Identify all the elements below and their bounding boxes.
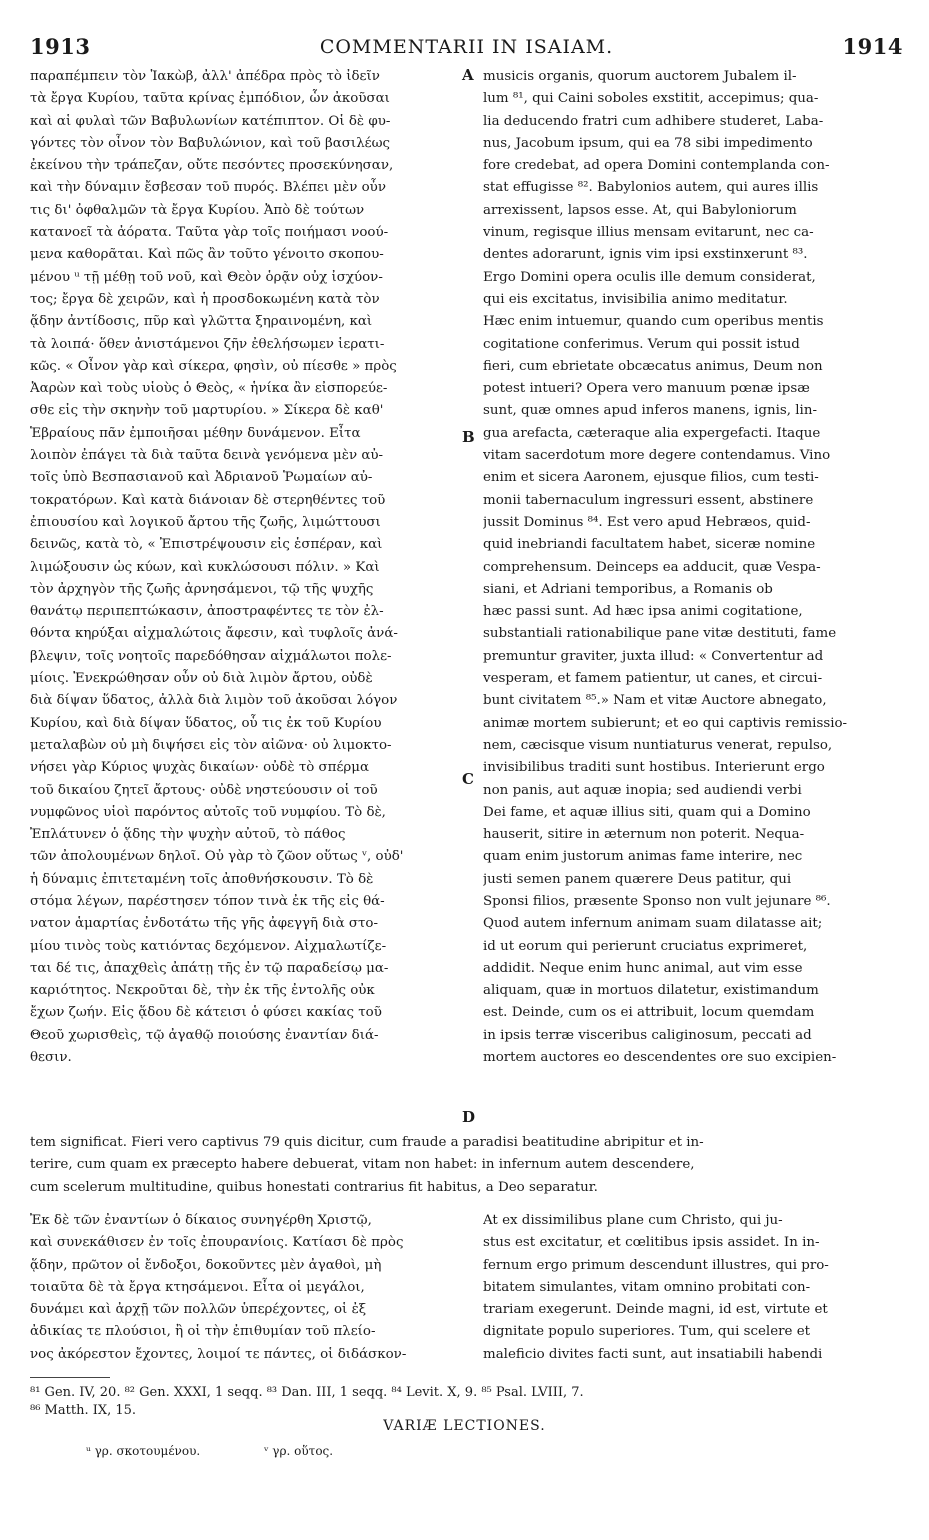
latin-text-line: quam enim justorum animas fame interire, nec (483, 849, 803, 865)
greek-text-line: νήσει γὰρ Κύριος ψυχὰς δικαίων· οὐδὲ τὸ σπέρμα (30, 760, 370, 776)
latin-text-line: fieri, cum ebrietate obcæcatus animus, Deum non (483, 358, 823, 374)
latin-text-line: addidit. Neque enim hunc animal, aut vim esse (483, 960, 803, 976)
variant-reading: ᵛ γρ. οὕτος. (264, 1444, 334, 1458)
section-marker-d: D (462, 1108, 476, 1126)
greek-text-line: διὰ δίψαν ὕδατος, ἀλλὰ διὰ λιμὸν τοῦ ἀκοῦσαι λόγον (30, 693, 398, 709)
latin-text-line: fore credebat, ad opera Domini contemplanda con- (483, 158, 830, 174)
greek-text-line: ἡ δύναμις ἐπιτεταμένη τοῖς ἀποθνήσκουσιν. Τὸ δὲ (30, 871, 374, 887)
greek-text-line: παραπέμπειν τὸν Ἰακὼβ, ἀλλ' ἀπέδρα πρὸς τὸ ἰδεῖν (30, 69, 380, 84)
latin-text-line: bunt civitatem ⁸⁵.» Nam et vitæ Auctore abnegato, (483, 693, 827, 709)
latin-text-line: stat effugisse ⁸². Babylonios autem, qui aures illis (483, 180, 819, 196)
section-marker-a: A (462, 66, 474, 84)
greek-text-line: τοιαῦτα δὲ τὰ ἔργα κτησάμενοι. Εἶτα οἱ μεγάλοι, (30, 1279, 365, 1295)
latin-text-line: stus est excitatur, et cœlitibus ipsis assidet. In in- (483, 1235, 820, 1251)
latin-text-line: invisibilibus traditi sunt hostibus. Interierunt ergo (483, 760, 825, 776)
greek-text-line: δεινῶς, κατὰ τὸ, « Ἐπιστρέψουσιν εἰς ἑσπέραν, καὶ (30, 537, 383, 553)
variant-readings (86, 1444, 393, 1458)
latin-text-line: Quod autem infernum animam suam dilatasse ait; (483, 916, 823, 932)
full-width-text-line: tem significat. Fieri vero captivus 79 quis dicitur, cum fraude a paradisi beatitudine abripitur et in- (30, 1135, 704, 1150)
greek-text-line: θανάτῳ περιπεπτώκασιν, ἀποστραφέντες τε τὸν ἐλ- (30, 604, 384, 620)
latin-text-line: potest intueri? Opera vero manuum pœnæ ipsæ (483, 381, 810, 397)
greek-text-line: Κυρίου, καὶ διὰ δίψαν ὕδατος, οὗ τις ἐκ τοῦ Κυρίου (30, 715, 382, 731)
latin-text-line: hæc passi sunt. Ad hæc ipsa animi cogitatione, (483, 604, 803, 620)
greek-text-line: καριότητος. Νεκροῦται δὲ, τὴν ἐκ τῆς ἐντολῆς οὐκ (30, 983, 375, 999)
greek-text-line: τοῖς ὑπὸ Βεσπασιανοῦ καὶ Ἀδριανοῦ Ῥωμαίων αὐ- (30, 470, 373, 486)
latin-text-line: aliquam, quæ in mortuos dilatetur, existimandum (483, 983, 819, 999)
greek-text-line: ᾅδην, πρῶτον οἱ ἔνδοξοι, δοκοῦντες μὲν ἀγαθοὶ, μὴ (30, 1257, 382, 1273)
latin-text-line: premuntur graviter, juxta illud: « Convertentur ad (483, 648, 824, 664)
latin-text-line: sunt, quæ omnes apud inferos manens, ignis, lin- (483, 403, 817, 419)
latin-text-line: comprehensum. Deinceps ea adducit, quæ Vespa- (483, 559, 821, 575)
greek-text-line: τὸν ἀρχηγὸν τῆς ζωῆς ἀρνησάμενοι, τῷ τῆς ψυχῆς (30, 581, 374, 597)
greek-text-line: μεταλαβὼν οὐ μὴ διψήσει εἰς τὸν αἰῶνα· οὐ λιμοκτο- (30, 737, 392, 753)
latin-text-line: gua arefacta, cæteraque alia expergefacti. Itaque (483, 425, 821, 441)
greek-text-line: βλεψιν, τοῖς νοητοῖς παρεδόθησαν αἰχμάλωτοι πολε- (30, 648, 392, 664)
latin-text-line: vinum, regisque illius mensam evitarunt, nec ca- (483, 225, 814, 241)
latin-text-line: lia deducendo fratri cum adhibere studeret, Laba- (483, 113, 824, 129)
full-width-text-line: cum scelerum multitudine, quibus honestati contrarius fit habitus, a Deo separatur. (30, 1179, 598, 1195)
greek-text-line: τος; ἔργα δὲ χειρῶν, καὶ ἡ προσδοκωμένη κατὰ τὸν (30, 291, 380, 307)
latin-text-line: arrexissent, lapsos esse. At, qui Babyloniorum (483, 202, 797, 218)
greek-text-line: θόντα κηρύξαι αἰχμαλώτοις ἄφεσιν, καὶ τυφλοῖς ἀνά- (30, 626, 398, 642)
latin-text-line: bitatem simulantes, vitam omnino probitati con- (483, 1279, 811, 1295)
greek-text-line: Ἀαρὼν καὶ τοὺς υἱοὺς ὁ Θεὸς, « ἡνίκα ἂν εἰσπορεύε- (30, 381, 388, 397)
latin-text-line: justi semen panem quærere Deus patitur, qui (483, 871, 792, 887)
greek-text-line: τὰ λοιπά· ὅθεν ἀνιστάμενοι ζῆν ἐθελήσωμεν ἱερατι- (30, 336, 385, 352)
greek-text-line: νυμφῶνος υἱοὶ παρόντος αὐτοῖς τοῦ νυμφίου. Τὸ δὲ, (30, 804, 386, 820)
greek-text-line: ἀδικίας τε πλούσιοι, ἢ οἱ τὴν ἐπιθυμίαν τοῦ πλείο- (30, 1324, 376, 1340)
footnotes (30, 1384, 903, 1420)
latin-column-continued (483, 1210, 897, 1366)
latin-text-line: trariam exegerunt. Deinde magni, id est, virtute et (483, 1302, 828, 1318)
greek-text-line: λοιπὸν ἐπάγει τὰ διὰ ταῦτα δεινὰ γενόμενα μὲν αὐ- (30, 448, 384, 464)
greek-text-line: μενα καθορᾶται. Καὶ πῶς ἂν τοῦτο γένοιτο σκοπου- (30, 247, 384, 263)
latin-text-line: Ergo Domini opera oculis ille demum considerat, (483, 269, 816, 285)
latin-text-line: non panis, aut aquæ inopia; sed audiendi verbi (483, 782, 802, 798)
greek-text-line: τῶν ἀπολουμένων δηλοῖ. Οὐ γὰρ τὸ ζῶον οὕτως ᵛ, οὐδ' (30, 849, 404, 865)
greek-text-line: δυνάμει καὶ ἀρχῇ τῶν πολλῶν ὑπερέχοντες, οἱ ἐξ (30, 1302, 367, 1318)
latin-text-line: vitam sacerdotum more degere contendamus. Vino (483, 448, 831, 464)
latin-text-line: vesperam, et famem patientur, ut canes, et circui- (483, 671, 823, 687)
variant-reading: ᵘ γρ. σκοτουμένου. (86, 1444, 201, 1458)
greek-text-line: κατανοεῖ τὰ ἀόρατα. Ταῦτα γὰρ τοῖς ποιήμασι νοού- (30, 225, 389, 241)
greek-text-line: τοῦ δικαίου ζητεῖ ἄρτους· οὐδὲ νηστεύουσιν οἱ τοῦ (30, 782, 378, 798)
latin-text-line: musicis organis, quorum auctorem Jubalem il- (483, 69, 797, 84)
running-title: COMMENTARII IN ISAIAM. (319, 36, 614, 58)
greek-text-line: λιμώξουσιν ὡς κύων, καὶ κυκλώσουσι πόλιν. » Καὶ (30, 559, 380, 575)
greek-text-line: ἐκείνου τὴν τράπεζαν, οὔτε πεσόντες προσεκύνησαν, (30, 158, 394, 174)
greek-column (30, 66, 458, 1069)
latin-text-line: lum ⁸¹, qui Caini soboles exstitit, accepimus; qua- (483, 91, 819, 107)
latin-text-line: animæ mortem subierunt; et eo qui captivis remissio- (483, 715, 848, 731)
section-marker-b: B (462, 428, 475, 446)
greek-text-line: Ἐκ δὲ τῶν ἐναντίων ὁ δίκαιος συνηγέρθη Χριστῷ, (30, 1213, 372, 1228)
greek-text-line: τις δι' ὀφθαλμῶν τὰ ἔργα Κυρίου. Ἀπὸ δὲ τούτων (30, 202, 365, 218)
greek-text-line: τὰ ἔργα Κυρίου, ταῦτα κρίνας ἐμπόδιον, ὧν ἀκοῦσαι (30, 91, 390, 107)
greek-text-line: Ἑβραίους πᾶν ἐμποιῆσαι μέθην δυνάμενον. Εἶτα (30, 425, 361, 441)
greek-text-line: μένου ᵘ τῇ μέθῃ τοῦ νοῦ, καὶ Θεὸν ὁρᾷν οὐχ ἰσχύον- (30, 269, 383, 285)
page-number-left: 1913 (30, 34, 91, 59)
footnote-line: ⁸⁶ Matth. IX, 15. (30, 1403, 137, 1418)
latin-text-line: fernum ergo primum descendunt illustres, qui pro- (483, 1257, 829, 1273)
greek-text-line: στόμα λέγων, παρέστησεν τόπον τινὰ ἐκ τῆς εἰς θά- (30, 893, 385, 909)
latin-text-line: monii tabernaculum ingressuri essent, abstinere (483, 492, 814, 508)
greek-text-line: κῶς. « Οἶνον γὰρ καὶ σίκερα, φησὶν, οὐ πίεσθε » πρὸς (30, 358, 397, 374)
latin-text-line: dentes adorarunt, ignis vim ipsi exstinxerunt ⁸³. (483, 247, 808, 263)
latin-text-line: in ipsis terræ visceribus caliginosum, peccati ad (483, 1027, 812, 1043)
greek-text-line: μίου τινὸς τοὺς κατιόντας δεχόμενον. Αἰχμαλωτίζε- (30, 938, 387, 954)
footnote-line: ⁸¹ Gen. IV, 20. ⁸² Gen. XXXI, 1 seqq. ⁸³ Dan. III, 1 seqq. ⁸⁴ Levit. X, 9. ⁸⁵ Psal. LVIII, 7. (30, 1385, 584, 1400)
latin-text-line: enim et sicera Aaronem, ejusque filios, cum testi- (483, 470, 819, 486)
greek-text-line: καὶ τὴν δύναμιν ἔσβεσαν τοῦ πυρός. Βλέπει μὲν οὖν (30, 180, 386, 196)
greek-text-line: γόντες τὸν οἶνον τὸν Βαβυλώνιον, καὶ τοῦ βασιλέως (30, 135, 391, 151)
greek-text-line: ται δέ τις, ἀπαχθεὶς ἀπάτῃ τῆς ἐν τῷ παραδείσῳ μα- (30, 960, 389, 976)
greek-column-continued (30, 1210, 458, 1366)
latin-text-line: nus, Jacobum ipsum, qui ea 78 sibi impedimento (483, 135, 813, 151)
latin-text-line: hauserit, sitire in æternum non poterit. Nequa- (483, 827, 805, 843)
greek-text-line: καὶ συνεκάθισεν ἐν τοῖς ἐπουρανίοις. Κατίασι δὲ πρὸς (30, 1235, 404, 1251)
greek-text-line: καὶ αἱ φυλαὶ τῶν Βαβυλωνίων κατέπιπτον. Οἱ δὲ φυ- (30, 113, 391, 129)
greek-text-line: θεσιν. (30, 1050, 72, 1066)
greek-text-line: ᾅδην ἀντίδοσις, πῦρ καὶ γλῶττα ξηραινομένη, καὶ (30, 314, 373, 330)
greek-text-line: νος ἀκόρεστον ἔχοντες, λοιμοί τε πάντες, οἱ διδάσκον- (30, 1346, 407, 1362)
latin-text-line: maleficio divites facti sunt, aut insatiabili habendi (483, 1346, 823, 1362)
greek-text-line: μίοις. Ἐνεκρώθησαν οὖν οὐ διὰ λιμὸν ἄρτου, οὐδὲ (30, 671, 373, 687)
latin-text-line: id ut eorum qui perierunt cruciatus exprimeret, (483, 938, 808, 954)
page-number-right: 1914 (842, 34, 903, 59)
latin-text-line: qui eis excitatus, invisibilia animo meditatur. (483, 291, 788, 307)
section-marker-c: C (462, 770, 474, 788)
latin-text-line: substantiali rationabilique pane vitæ destituti, fame (483, 626, 837, 642)
latin-text-line: At ex dissimilibus plane cum Christo, qui ju- (483, 1213, 783, 1228)
latin-text-line: Dei fame, et aquæ illius siti, quam qui a Domino (483, 804, 811, 820)
greek-text-line: τοκρατόρων. Καὶ κατὰ διάνοιαν δὲ στερηθέντες τοῦ (30, 492, 386, 508)
greek-text-line: ἐπιουσίου καὶ λογικοῦ ἄρτου τῆς ζωῆς, λιμώττουσι (30, 514, 381, 530)
full-width-text-line: terire, cum quam ex præcepto habere debuerat, vitam non habet: in infernum autem descendere, (30, 1157, 695, 1173)
greek-text-line: Θεοῦ χωρισθεὶς, τῷ ἀγαθῷ ποιούσης ἐναντίαν διά- (30, 1027, 379, 1043)
latin-text-line: nem, cæcisque visum nuntiaturus venerat, repulso, (483, 737, 833, 753)
latin-text-line: quid inebriandi facultatem habet, siceræ nomine (483, 537, 816, 553)
latin-text-line: siani, et Adriani temporibus, a Romanis ob (483, 581, 773, 597)
latin-text-line: jussit Dominus ⁸⁴. Est vero apud Hebræos, quid- (483, 514, 811, 530)
full-width-text (30, 1132, 898, 1199)
greek-text-line: νατον ἁμαρτίας ἐνδοτάτω τῆς γῆς ἀφεγγῆ διὰ στο- (30, 916, 379, 932)
latin-text-line: Hæc enim intuemur, quando cum operibus mentis (483, 314, 824, 330)
greek-text-line: ἔχων ζωήν. Εἰς ᾅδου δὲ κάτεισι ὁ φύσει κακίας τοῦ (30, 1005, 382, 1021)
greek-text-line: σθε εἰς τὴν σκηνὴν τοῦ μαρτυρίου. » Σίκερα δὲ καθ' (30, 403, 384, 419)
variae-lectiones-title: VARIÆ LECTIONES. (383, 1418, 546, 1434)
footnote-rule (30, 1377, 110, 1378)
latin-text-line: Sponsi filios, præsente Sponso non vult jejunare ⁸⁶. (483, 893, 831, 909)
latin-text-line: mortem auctores eo descendentes ore suo excipien- (483, 1050, 837, 1066)
greek-text-line: Ἐπλάτυνεν ὁ ᾅδης τὴν ψυχὴν αὐτοῦ, τὸ πάθος (30, 827, 346, 843)
running-header (30, 34, 903, 62)
latin-text-line: est. Deinde, cum os ei attribuit, locum quemdam (483, 1005, 815, 1021)
latin-text-line: dignitate populo superiores. Tum, qui scelere et (483, 1324, 811, 1340)
latin-column (483, 66, 897, 1069)
latin-text-line: cogitatione conferimus. Verum qui possit istud (483, 336, 800, 352)
